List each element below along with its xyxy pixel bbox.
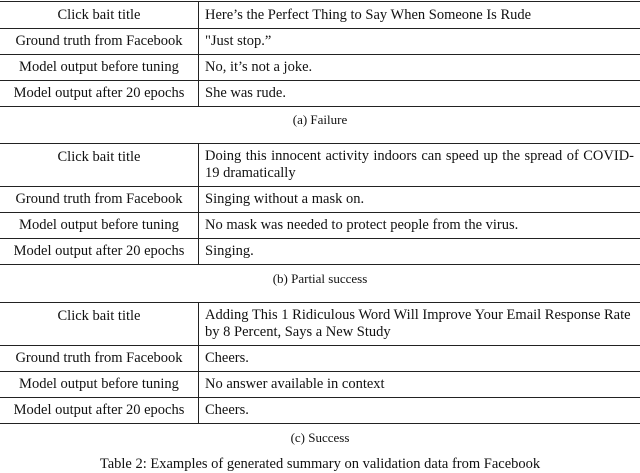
row-label-after-epochs: Model output after 20 epochs	[0, 239, 199, 265]
row-value-before-tuning: No, it’s not a joke.	[199, 55, 640, 81]
table-c-success	[0, 302, 640, 424]
row-label-ground-truth: Ground truth from Facebook	[0, 29, 199, 55]
row-label-clickbait: Click bait title	[0, 2, 199, 29]
row-value-ground-truth: "Just stop.”	[199, 29, 640, 55]
table-row	[0, 55, 640, 81]
row-value-after-epochs: Cheers.	[199, 398, 640, 424]
table-row	[0, 144, 640, 187]
row-value-before-tuning: No mask was needed to protect people from the virus.	[199, 213, 640, 239]
table-row	[0, 398, 640, 424]
row-value-clickbait: Doing this innocent activity indoors can speed up the spread of COVID-19 dramatically	[199, 144, 640, 187]
caption-b: (b) Partial success	[0, 271, 640, 287]
table-row	[0, 2, 640, 29]
row-label-before-tuning: Model output before tuning	[0, 372, 199, 398]
row-label-after-epochs: Model output after 20 epochs	[0, 81, 199, 107]
row-value-clickbait: Here’s the Perfect Thing to Say When Someone Is Rude	[199, 2, 640, 29]
row-label-clickbait: Click bait title	[0, 144, 199, 187]
row-value-ground-truth: Cheers.	[199, 346, 640, 372]
row-value-clickbait: Adding This 1 Ridiculous Word Will Improve Your Email Response Rate by 8 Percent, Says a New Study	[199, 303, 640, 346]
row-value-after-epochs: Singing.	[199, 239, 640, 265]
table-row	[0, 81, 640, 107]
row-value-after-epochs: She was rude.	[199, 81, 640, 107]
row-value-before-tuning: No answer available in context	[199, 372, 640, 398]
table-row	[0, 372, 640, 398]
table-row	[0, 303, 640, 346]
table-main-caption: Table 2: Examples of generated summary on validation data from Facebook	[0, 456, 640, 473]
row-label-ground-truth: Ground truth from Facebook	[0, 187, 199, 213]
row-label-before-tuning: Model output before tuning	[0, 213, 199, 239]
table-b-partial-success	[0, 143, 640, 265]
row-label-before-tuning: Model output before tuning	[0, 55, 199, 81]
row-label-ground-truth: Ground truth from Facebook	[0, 346, 199, 372]
table-row	[0, 187, 640, 213]
table-row	[0, 346, 640, 372]
row-label-clickbait: Click bait title	[0, 303, 199, 346]
caption-c: (c) Success	[0, 430, 640, 446]
caption-a: (a) Failure	[0, 112, 640, 128]
table-row	[0, 29, 640, 55]
table-a-failure	[0, 1, 640, 107]
table-row	[0, 213, 640, 239]
row-label-after-epochs: Model output after 20 epochs	[0, 398, 199, 424]
table-row	[0, 239, 640, 265]
row-value-ground-truth: Singing without a mask on.	[199, 187, 640, 213]
